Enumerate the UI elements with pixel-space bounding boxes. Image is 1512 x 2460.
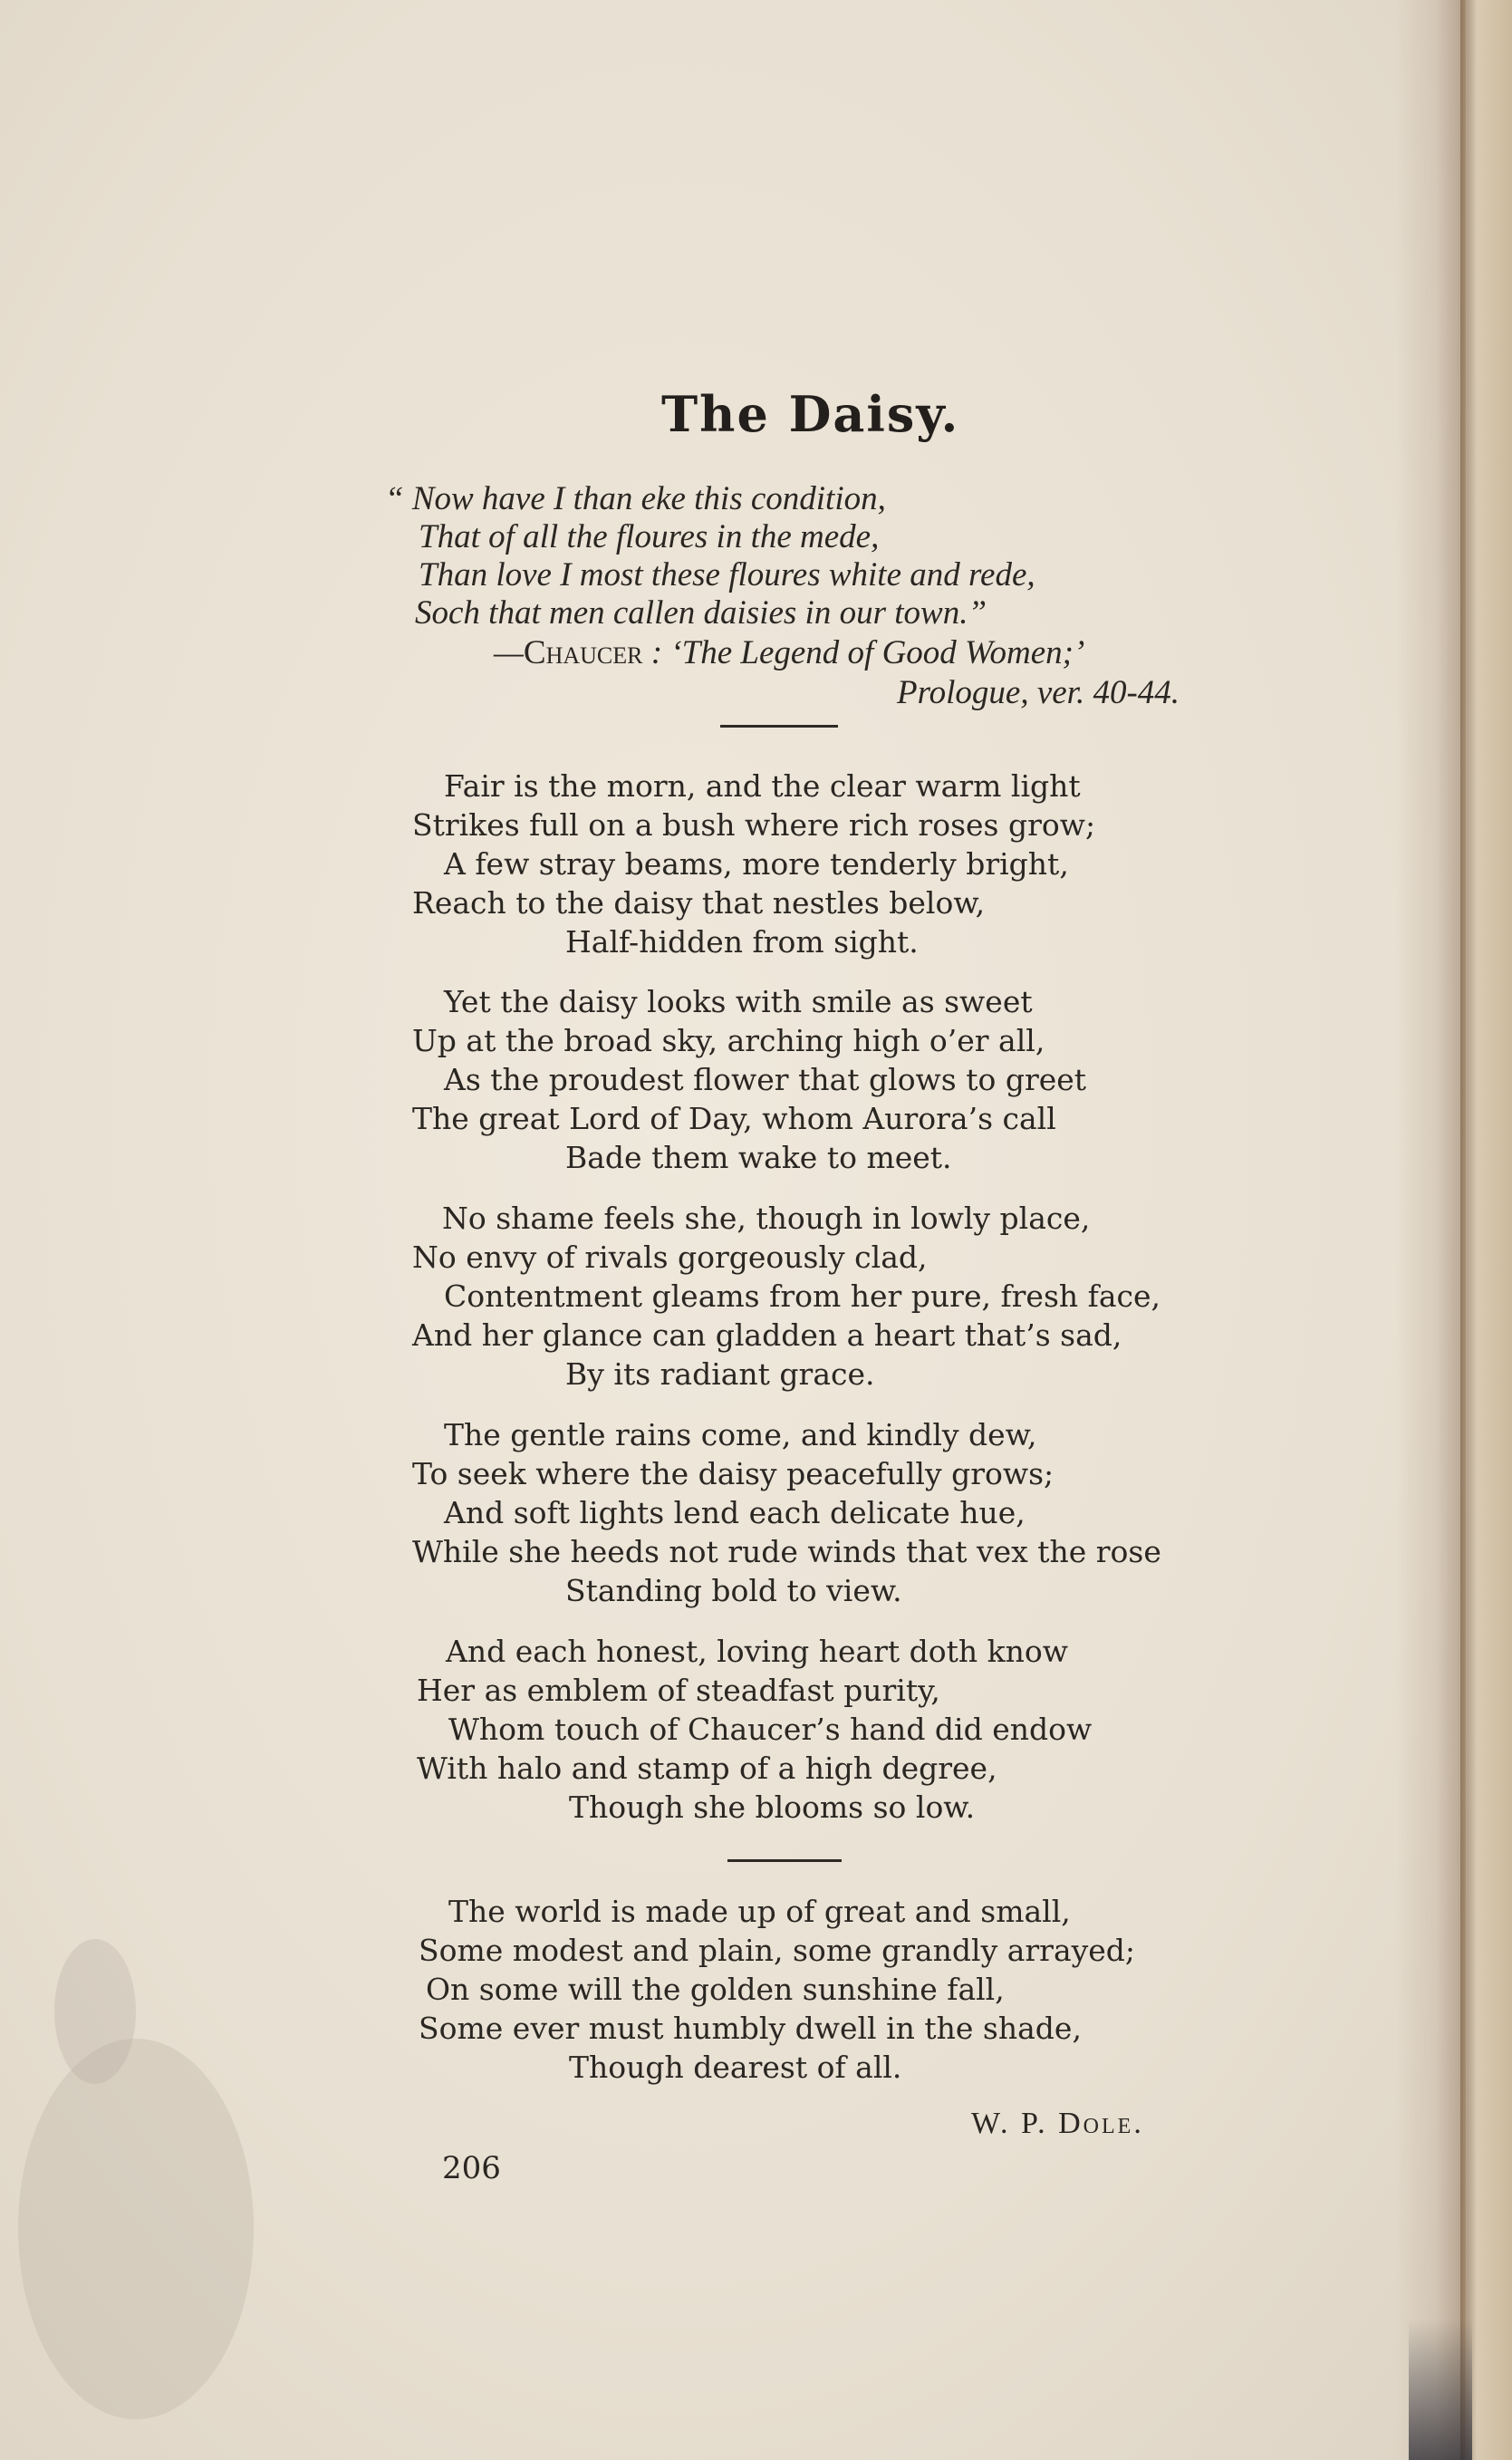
- poem-line: The great Lord of Day, whom Aurora’s call: [412, 1101, 1056, 1136]
- binding-shadow: [1409, 2320, 1472, 2460]
- attribution-work: : ‘The Legend of Good Women;’: [642, 634, 1085, 671]
- epigraph-line: Than love I most these floures white and rede,: [419, 556, 1035, 593]
- poem-line: Strikes full on a bush where rich roses grow;: [412, 807, 1096, 843]
- poem-line: Though she blooms so low.: [569, 1790, 976, 1825]
- poem-line: Standing bold to view.: [565, 1573, 902, 1608]
- poem-line: Her as emblem of steadfast purity,: [417, 1673, 940, 1708]
- poem-line: A few stray beams, more tenderly bright,: [444, 846, 1069, 882]
- poem-line: Up at the broad sky, arching high o’er all,: [412, 1023, 1045, 1058]
- poem-line: On some will the golden sunshine fall,: [426, 1972, 1005, 2007]
- epigraph-line: That of all the floures in the mede,: [419, 518, 880, 555]
- page-number: 206: [442, 2150, 501, 2186]
- section-divider: [727, 1859, 842, 1862]
- poem-title: The Daisy.: [661, 385, 960, 443]
- poem-line: Some modest and plain, some grandly arrayed;: [419, 1933, 1136, 1968]
- poem-line: Yet the daisy looks with smile as sweet: [444, 984, 1033, 1019]
- epigraph-line: “ Now have I than eke this condition,: [385, 480, 886, 517]
- poem-line: And her glance can gladden a heart that’s sad,: [412, 1317, 1122, 1353]
- section-divider: [720, 725, 838, 728]
- poem-line: As the proudest flower that glows to greet: [444, 1062, 1087, 1097]
- poem-line: Some ever must humbly dwell in the shade,: [419, 2011, 1082, 2046]
- poem-line: And each honest, loving heart doth know: [446, 1634, 1069, 1669]
- signature-text: W. P. Dole.: [971, 2107, 1144, 2140]
- poem-line: To seek where the daisy peacefully grows;: [412, 1456, 1055, 1491]
- poem-line: Fair is the morn, and the clear warm light: [444, 768, 1081, 804]
- page-stain: [18, 2039, 254, 2419]
- poem-line: Contentment gleams from her pure, fresh face,: [444, 1278, 1161, 1314]
- attribution-author: Chaucer: [523, 634, 643, 671]
- epigraph-attribution: [494, 634, 1084, 672]
- epigraph-line: Soch that men callen daisies in our town.”: [415, 594, 987, 632]
- author-signature: [971, 2107, 1144, 2141]
- attribution-dash: —: [494, 634, 524, 671]
- poem-line: Whom touch of Chaucer’s hand did endow: [448, 1712, 1093, 1747]
- poem-line: No shame feels she, though in lowly place,: [442, 1201, 1091, 1236]
- book-spine-shadow: [1395, 0, 1512, 2460]
- poem-line: While she heeds not rude winds that vex the rose: [412, 1534, 1161, 1569]
- poem-line: The world is made up of great and small,: [448, 1894, 1071, 1929]
- poem-line: Reach to the daisy that nestles below,: [412, 885, 986, 921]
- facing-page-edge: [1460, 0, 1466, 2460]
- poem-line: Though dearest of all.: [569, 2050, 902, 2085]
- poem-line: Half-hidden from sight.: [565, 924, 919, 960]
- poem-line: No envy of rivals gorgeously clad,: [412, 1240, 928, 1275]
- poem-line: And soft lights lend each delicate hue,: [444, 1495, 1026, 1530]
- poem-line: By its radiant grace.: [565, 1356, 875, 1392]
- attribution-reference: Prologue, ver. 40-44.: [897, 674, 1180, 711]
- poem-line: With halo and stamp of a high degree,: [417, 1751, 997, 1786]
- poem-line: Bade them wake to meet.: [565, 1140, 952, 1175]
- poem-line: The gentle rains come, and kindly dew,: [444, 1417, 1037, 1452]
- page-stain: [54, 1939, 136, 2084]
